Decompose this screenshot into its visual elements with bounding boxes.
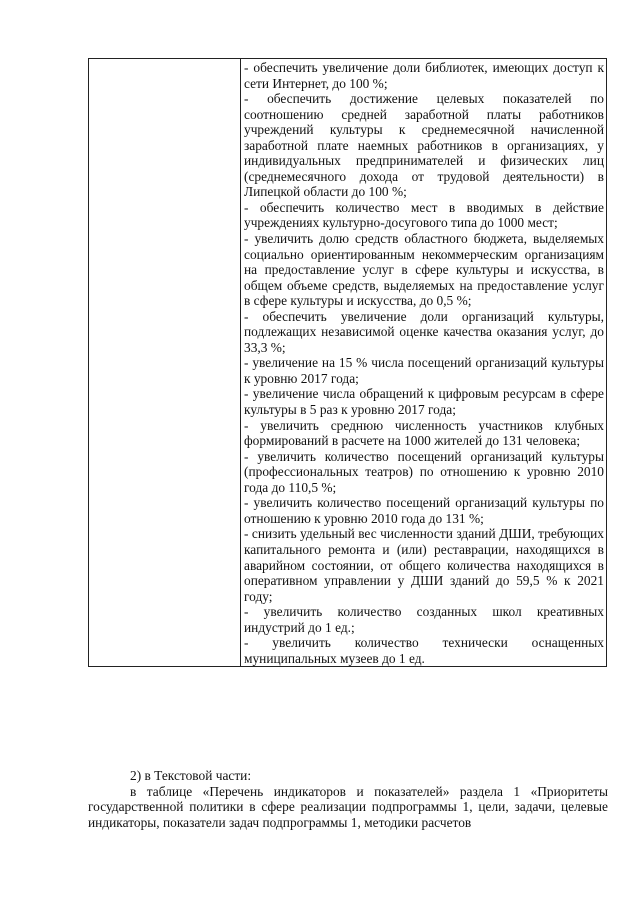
list-item: - обеспечить увеличение доли библиотек, имеющих доступ к сети Интернет, до 100 %; (244, 60, 604, 91)
list-item: - снизить удельный вес численности зданий ДШИ, требующих капитального ремонта и (или) реставрации, находящихся в аварийном состоянии, от общего количества находящихся в оперативном управлении у ДШИ зданий до 59,5 % к 2021 году; (244, 526, 604, 604)
list-item: - увеличить среднюю численность участников клубных формирований в расчете на 1000 жителей до 131 человека; (244, 417, 604, 449)
list-item: - увеличение на 15 % числа посещений организаций культуры к уровню 2017 года; (244, 355, 604, 386)
body-text (88, 768, 608, 830)
table-cell-left-empty (89, 59, 241, 667)
list-item: - обеспечить увеличение доли организаций культуры, подлежащих независимой оценке качества оказания услуг, до 33,3 %; (244, 308, 604, 355)
list-item: - увеличить количество посещений организаций культуры (профессиональных театров) по отношению к уровню 2010 года до 110,5 %; (244, 448, 604, 495)
table-row (89, 59, 607, 667)
list-item: - увеличить долю средств областного бюджета, выделяемых социально ориентированным некоммерческим организациям на предоставление услуг в сфере культуры и искусства, в общем объеме средств, выделяемых на предоставление услуг в сфере культуры и искусства, до 0,5 %; (244, 231, 604, 309)
list-item: - увеличить количество посещений организаций культуры по отношению к уровню 2010 года до 131 %; (244, 495, 604, 526)
list-item: - увеличить количество технически оснащенных муниципальных музеев до 1 ед. (244, 635, 604, 666)
list-item: - увеличить количество созданных школ креативных индустрий до 1 ед.; (244, 604, 604, 635)
table-cell-indicators (241, 59, 607, 667)
paragraph: в таблице «Перечень индикаторов и показателей» раздела 1 «Приоритеты государственной политики в сфере реализации подпрограммы 1, цели, задачи, целевые индикаторы, показатели задач подпрограммы 1, методики расчетов (88, 783, 608, 830)
indicator-table (88, 58, 607, 667)
section-heading: 2) в Текстовой части: (130, 768, 252, 783)
list-item: - обеспечить достижение целевых показателей по соотношению средней заработной платы работников учреждений культуры к среднемесячной начисленной заработной плате наемных работников в организациях, у индивидуальных предпринимателей и физических лиц (среднемесячного дохода от трудовой деятельности) в Липецкой области до 100 %; (244, 91, 604, 200)
list-item: - обеспечить количество мест в вводимых в действие учреждениях культурно-досугового типа до 1000 мест; (244, 199, 604, 231)
list-item: - увеличение числа обращений к цифровым ресурсам в сфере культуры в 5 раз к уровню 2017 года; (244, 386, 604, 418)
